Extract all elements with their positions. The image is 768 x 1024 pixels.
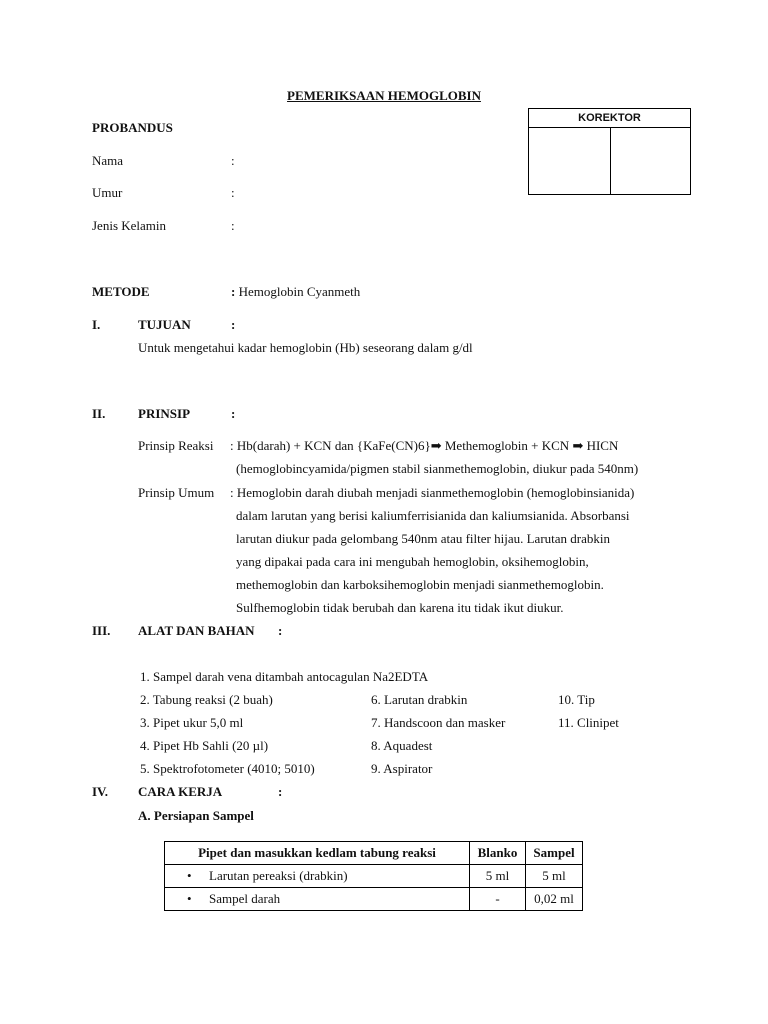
- prinsip-reaksi-part2: Methemoglobin + KCN: [444, 438, 570, 453]
- prinsip-reaksi-line: [230, 438, 618, 454]
- field-jenis-kelamin-label: Jenis Kelamin: [92, 218, 167, 233]
- prinsip-reaksi-line2: (hemoglobincyamida/pigmen stabil sianmethemoglobin, diukur pada 540nm): [236, 461, 639, 476]
- alat-item-8: 8. Aquadest: [371, 738, 433, 753]
- table-row: [165, 888, 583, 911]
- alat-item-1: 1. Sampel darah vena ditambah antocagulan Na2EDTA: [140, 669, 429, 684]
- field-umur-label: Umur: [92, 185, 123, 200]
- field-nama-label: Nama: [92, 153, 124, 168]
- cara-subheading: A. Persiapan Sampel: [138, 808, 254, 823]
- prinsip-umum-text1: Hemoglobin darah diubah menjadi sianmethemoglobin (hemoglobinsianida): [236, 485, 635, 500]
- prinsip-reaksi-label: Prinsip Reaksi: [138, 438, 214, 453]
- table-cell: [165, 865, 470, 888]
- table-cell: 5 ml: [526, 865, 583, 888]
- alat-item-2: 2. Tabung reaksi (2 buah): [140, 692, 273, 707]
- alat-item-4: 4. Pipet Hb Sahli (20 µl): [140, 738, 269, 753]
- prinsip-umum-label: Prinsip Umum: [138, 485, 215, 500]
- cara-label: CARA KERJA: [138, 784, 223, 799]
- tujuan-num: I.: [92, 317, 101, 332]
- prinsip-label: PRINSIP: [138, 406, 191, 421]
- table-header: Sampel: [526, 842, 583, 865]
- alat-item-3: 3. Pipet ukur 5,0 ml: [140, 715, 244, 730]
- prinsip-umum-text4: yang dipakai pada cara ini mengubah hemoglobin, oksihemoglobin,: [236, 554, 589, 569]
- prinsip-reaksi-sep: :: [230, 438, 234, 453]
- prinsip-umum-text3: larutan diukur pada gelombang 540nm atau filter hijau. Larutan drabkin: [236, 531, 610, 546]
- table-cell: 0,02 ml: [526, 888, 583, 911]
- alat-item-9: 9. Aspirator: [371, 761, 433, 776]
- korektor-label: KOREKTOR: [529, 109, 690, 128]
- table-cell-text: Larutan pereaksi (drabkin): [209, 868, 348, 883]
- prinsip-sep: :: [231, 406, 236, 421]
- korektor-divider: [610, 127, 611, 194]
- prinsip-umum-text5: methemoglobin dan karboksihemoglobin menjadi sianmethemoglobin.: [236, 577, 604, 592]
- alat-item-7: 7. Handscoon dan masker: [371, 715, 506, 730]
- prinsip-reaksi-part1: Hb(darah) + KCN dan {KaFe(CN)6}: [236, 438, 431, 453]
- bullet-icon: •: [187, 891, 192, 906]
- prinsip-umum-text2: dalam larutan yang berisi kaliumferrisianida dan kaliumsianida. Absorbansi: [236, 508, 630, 523]
- table-cell: -: [470, 888, 526, 911]
- tujuan-text: Untuk mengetahui kadar hemoglobin (Hb) seseorang dalam g/dl: [138, 340, 473, 355]
- bullet-icon: •: [187, 868, 192, 883]
- prinsip-umum-line1: [230, 485, 634, 501]
- cara-num: IV.: [92, 784, 109, 799]
- field-umur-sep: :: [231, 185, 235, 200]
- table-header-row: [165, 842, 583, 865]
- table-row: [165, 865, 583, 888]
- metode-value: Hemoglobin Cyanmeth: [238, 284, 361, 299]
- table-cell: [165, 888, 470, 911]
- metode-label: METODE: [92, 284, 150, 299]
- korektor-box: [528, 108, 691, 195]
- alat-sep: :: [278, 623, 283, 638]
- table-cell-text: Sampel darah: [209, 891, 281, 906]
- field-nama-sep: :: [231, 153, 235, 168]
- metode-sep: :: [231, 284, 236, 299]
- cara-sep: :: [278, 784, 283, 799]
- prinsip-num: II.: [92, 406, 106, 421]
- field-jenis-kelamin-sep: :: [231, 218, 235, 233]
- table-header: Pipet dan masukkan kedlam tabung reaksi: [165, 842, 470, 865]
- arrow-right-icon: ➡: [430, 438, 442, 453]
- alat-item-6: 6. Larutan drabkin: [371, 692, 468, 707]
- tujuan-label: TUJUAN: [138, 317, 191, 332]
- arrow-right-icon: ➡: [572, 438, 584, 453]
- alat-label: ALAT DAN BAHAN: [138, 623, 255, 638]
- alat-item-11: 11. Clinipet: [558, 715, 619, 730]
- probandus-heading: PROBANDUS: [92, 120, 173, 135]
- persiapan-sampel-table: [164, 841, 583, 911]
- tujuan-sep: :: [231, 317, 236, 332]
- table-header: Blanko: [470, 842, 526, 865]
- alat-item-10: 10. Tip: [558, 692, 595, 707]
- page-title: PEMERIKSAAN HEMOGLOBIN: [287, 88, 481, 103]
- metode-line: [231, 284, 360, 300]
- prinsip-umum-sep: :: [230, 485, 234, 500]
- prinsip-umum-text6: Sulfhemoglobin tidak berubah dan karena itu tidak ikut diukur.: [236, 600, 564, 615]
- alat-num: III.: [92, 623, 111, 638]
- prinsip-reaksi-part3: HICN: [586, 438, 619, 453]
- alat-item-5: 5. Spektrofotometer (4010; 5010): [140, 761, 315, 776]
- table-cell: 5 ml: [470, 865, 526, 888]
